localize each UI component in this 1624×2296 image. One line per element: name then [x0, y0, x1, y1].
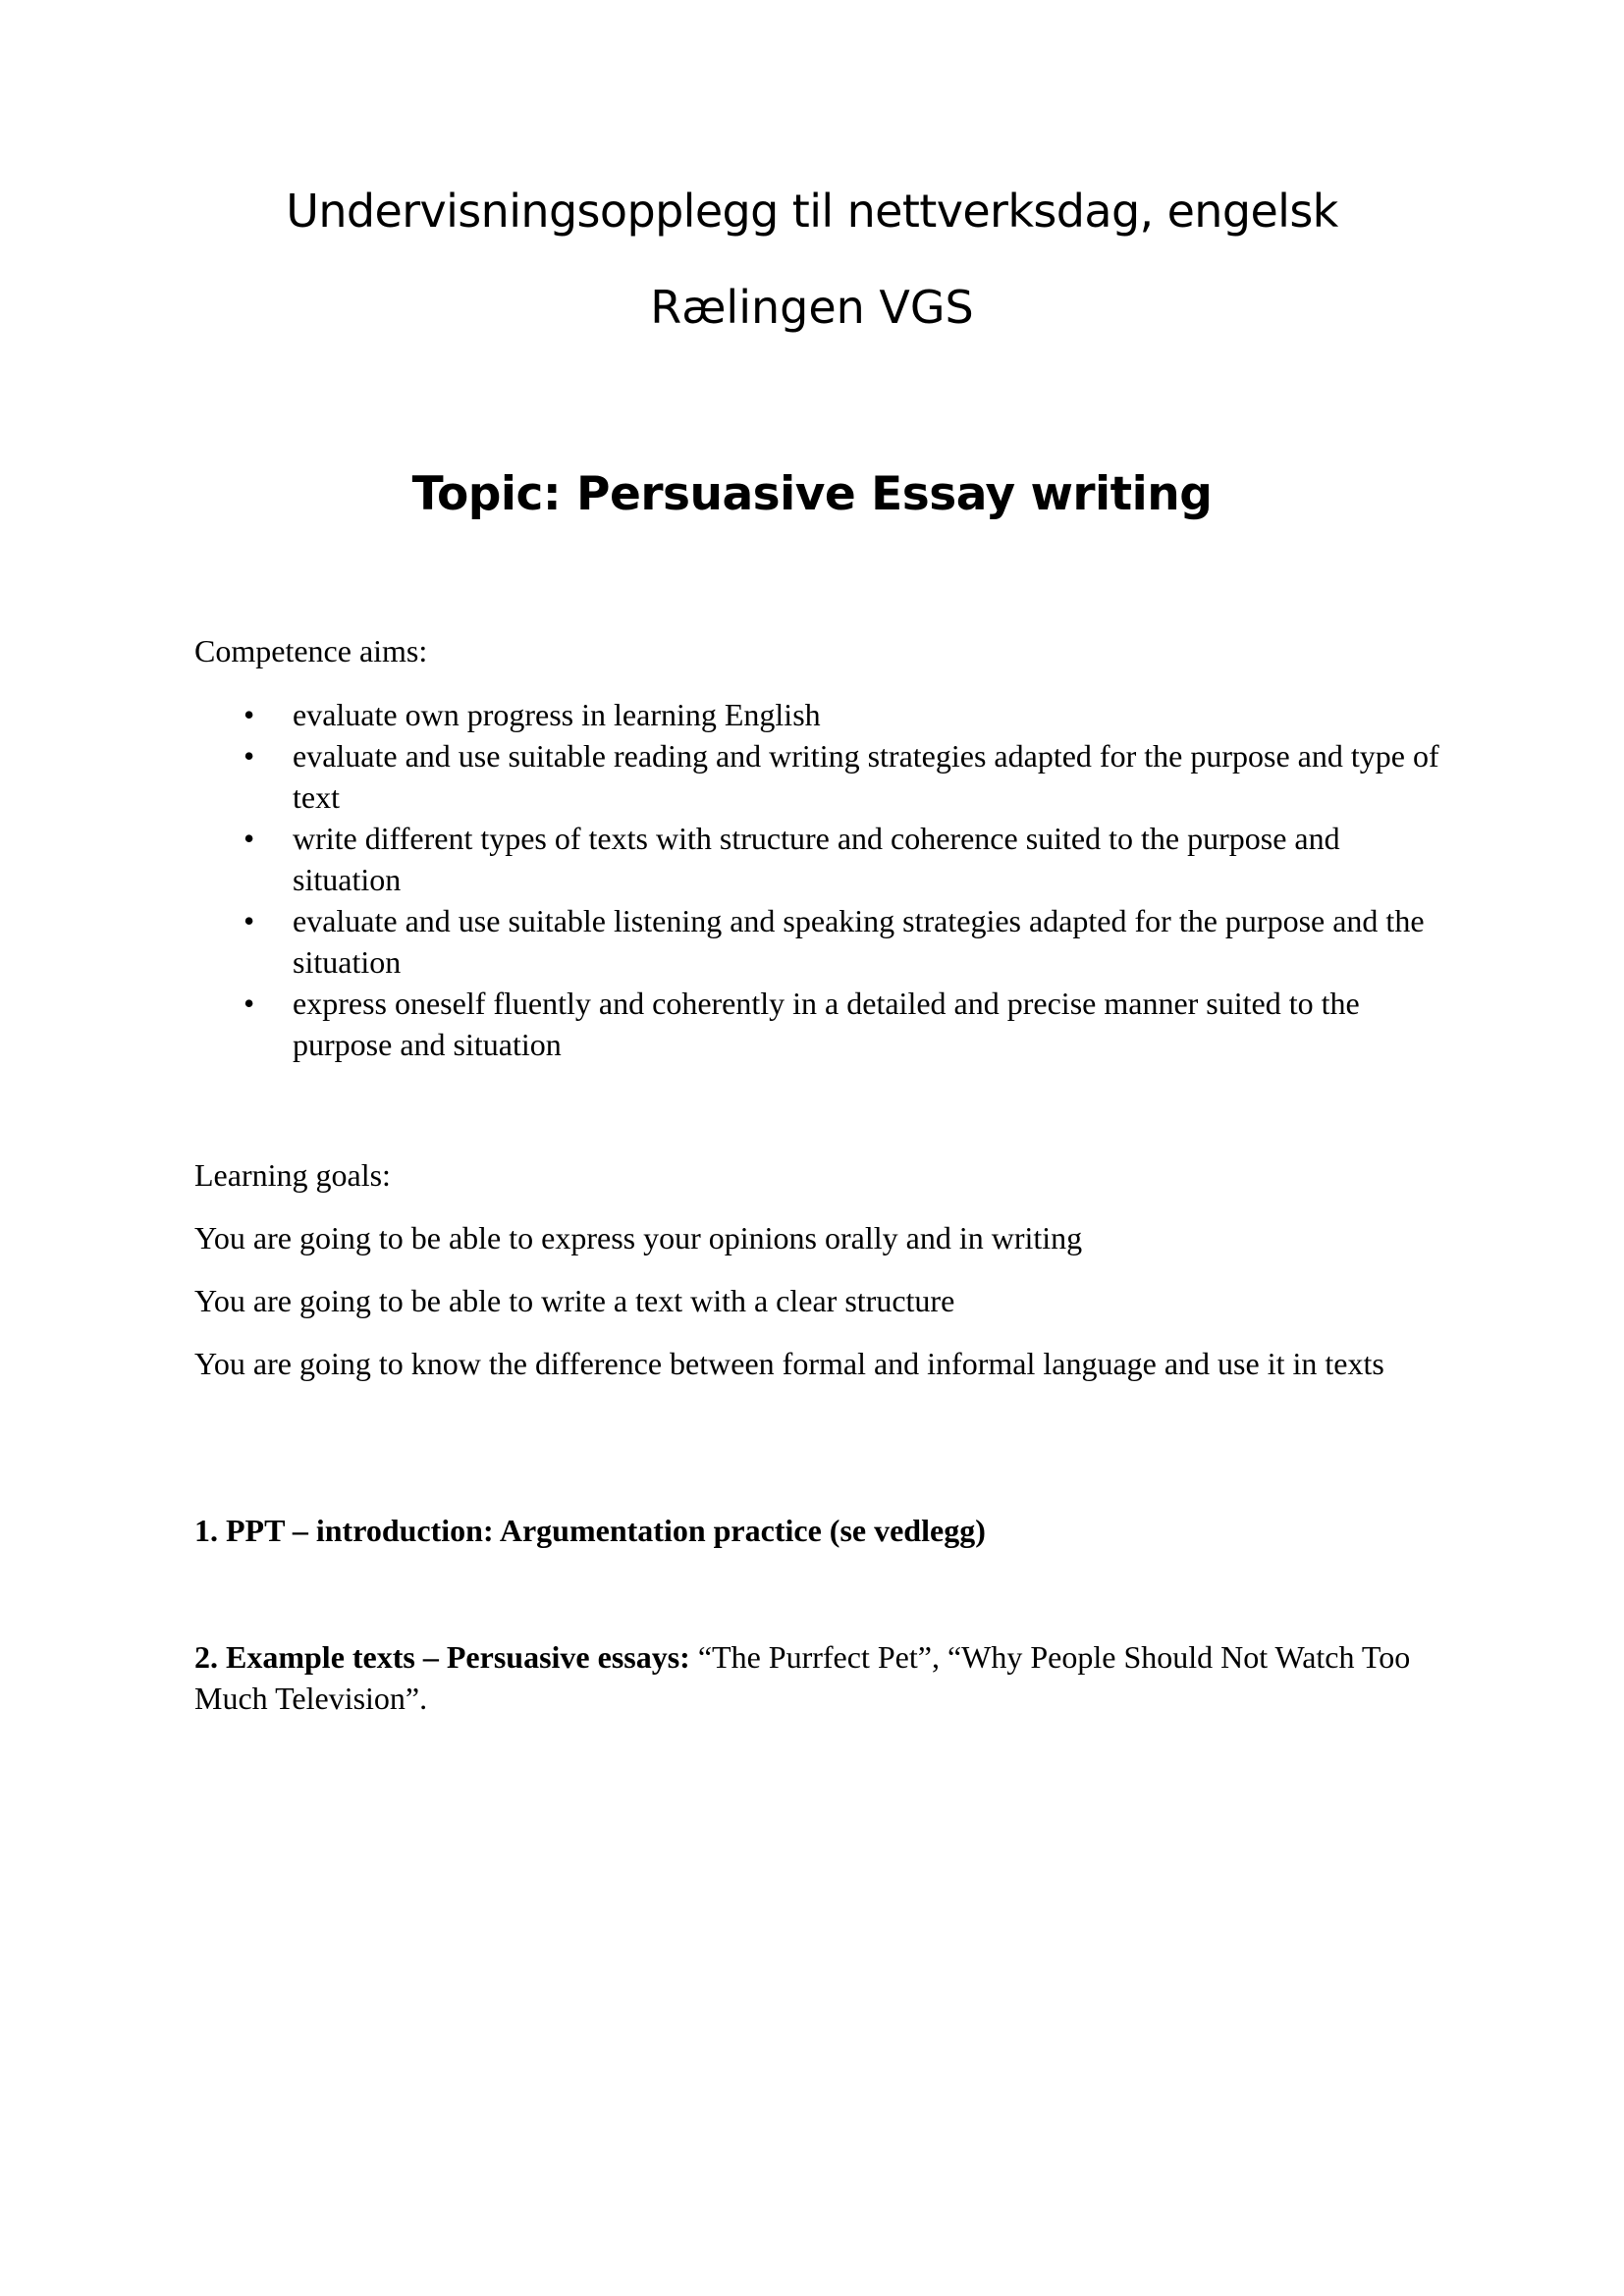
learning-goal: You are going to be able to express your opinions orally and in writing — [194, 1220, 1083, 1255]
bullet-icon: • — [244, 738, 255, 774]
list-item — [194, 735, 1451, 818]
bullet-icon: • — [244, 903, 255, 938]
learning-goals-label: Learning goals: — [194, 1157, 391, 1193]
school-name: Rælingen VGS — [650, 281, 974, 334]
learning-goal: You are going to be able to write a text with a clear structure — [194, 1283, 955, 1318]
list-item — [194, 983, 1451, 1065]
section-example-texts-heading: 2. Example texts – Persuasive essays: — [194, 1639, 690, 1675]
list-item — [194, 900, 1451, 983]
topic-heading: Topic: Persuasive Essay writing — [411, 467, 1213, 521]
section-example-texts-titles: “The Purrfect Pet”, “Why People Should Not Watch Too Much Television”. — [194, 1639, 1411, 1716]
learning-goal: You are going to know the difference between formal and informal language and use it in texts — [194, 1346, 1384, 1381]
list-item-text: express oneself fluently and coherently in a detailed and precise manner suited to the purpose and situation — [293, 986, 1360, 1062]
bullet-icon: • — [244, 986, 255, 1021]
competence-aims-label: Competence aims: — [194, 633, 428, 668]
section-example-texts — [194, 1636, 1451, 1719]
bullet-icon: • — [244, 697, 255, 732]
document-title: Undervisningsopplegg til nettverksdag, engelsk — [286, 185, 1338, 238]
list-item-text: write different types of texts with structure and coherence suited to the purpose and situation — [293, 821, 1340, 897]
list-item-text: evaluate own progress in learning English — [293, 697, 821, 732]
list-item — [194, 694, 1451, 735]
list-item — [194, 818, 1451, 900]
bullet-icon: • — [244, 821, 255, 856]
section-ppt-introduction: 1. PPT – introduction: Argumentation practice (se vedlegg) — [194, 1513, 986, 1548]
competence-aims-list — [194, 694, 1451, 1065]
list-item-text: evaluate and use suitable reading and writing strategies adapted for the purpose and type of text — [293, 738, 1439, 815]
list-item-text: evaluate and use suitable listening and speaking strategies adapted for the purpose and the situation — [293, 903, 1425, 980]
